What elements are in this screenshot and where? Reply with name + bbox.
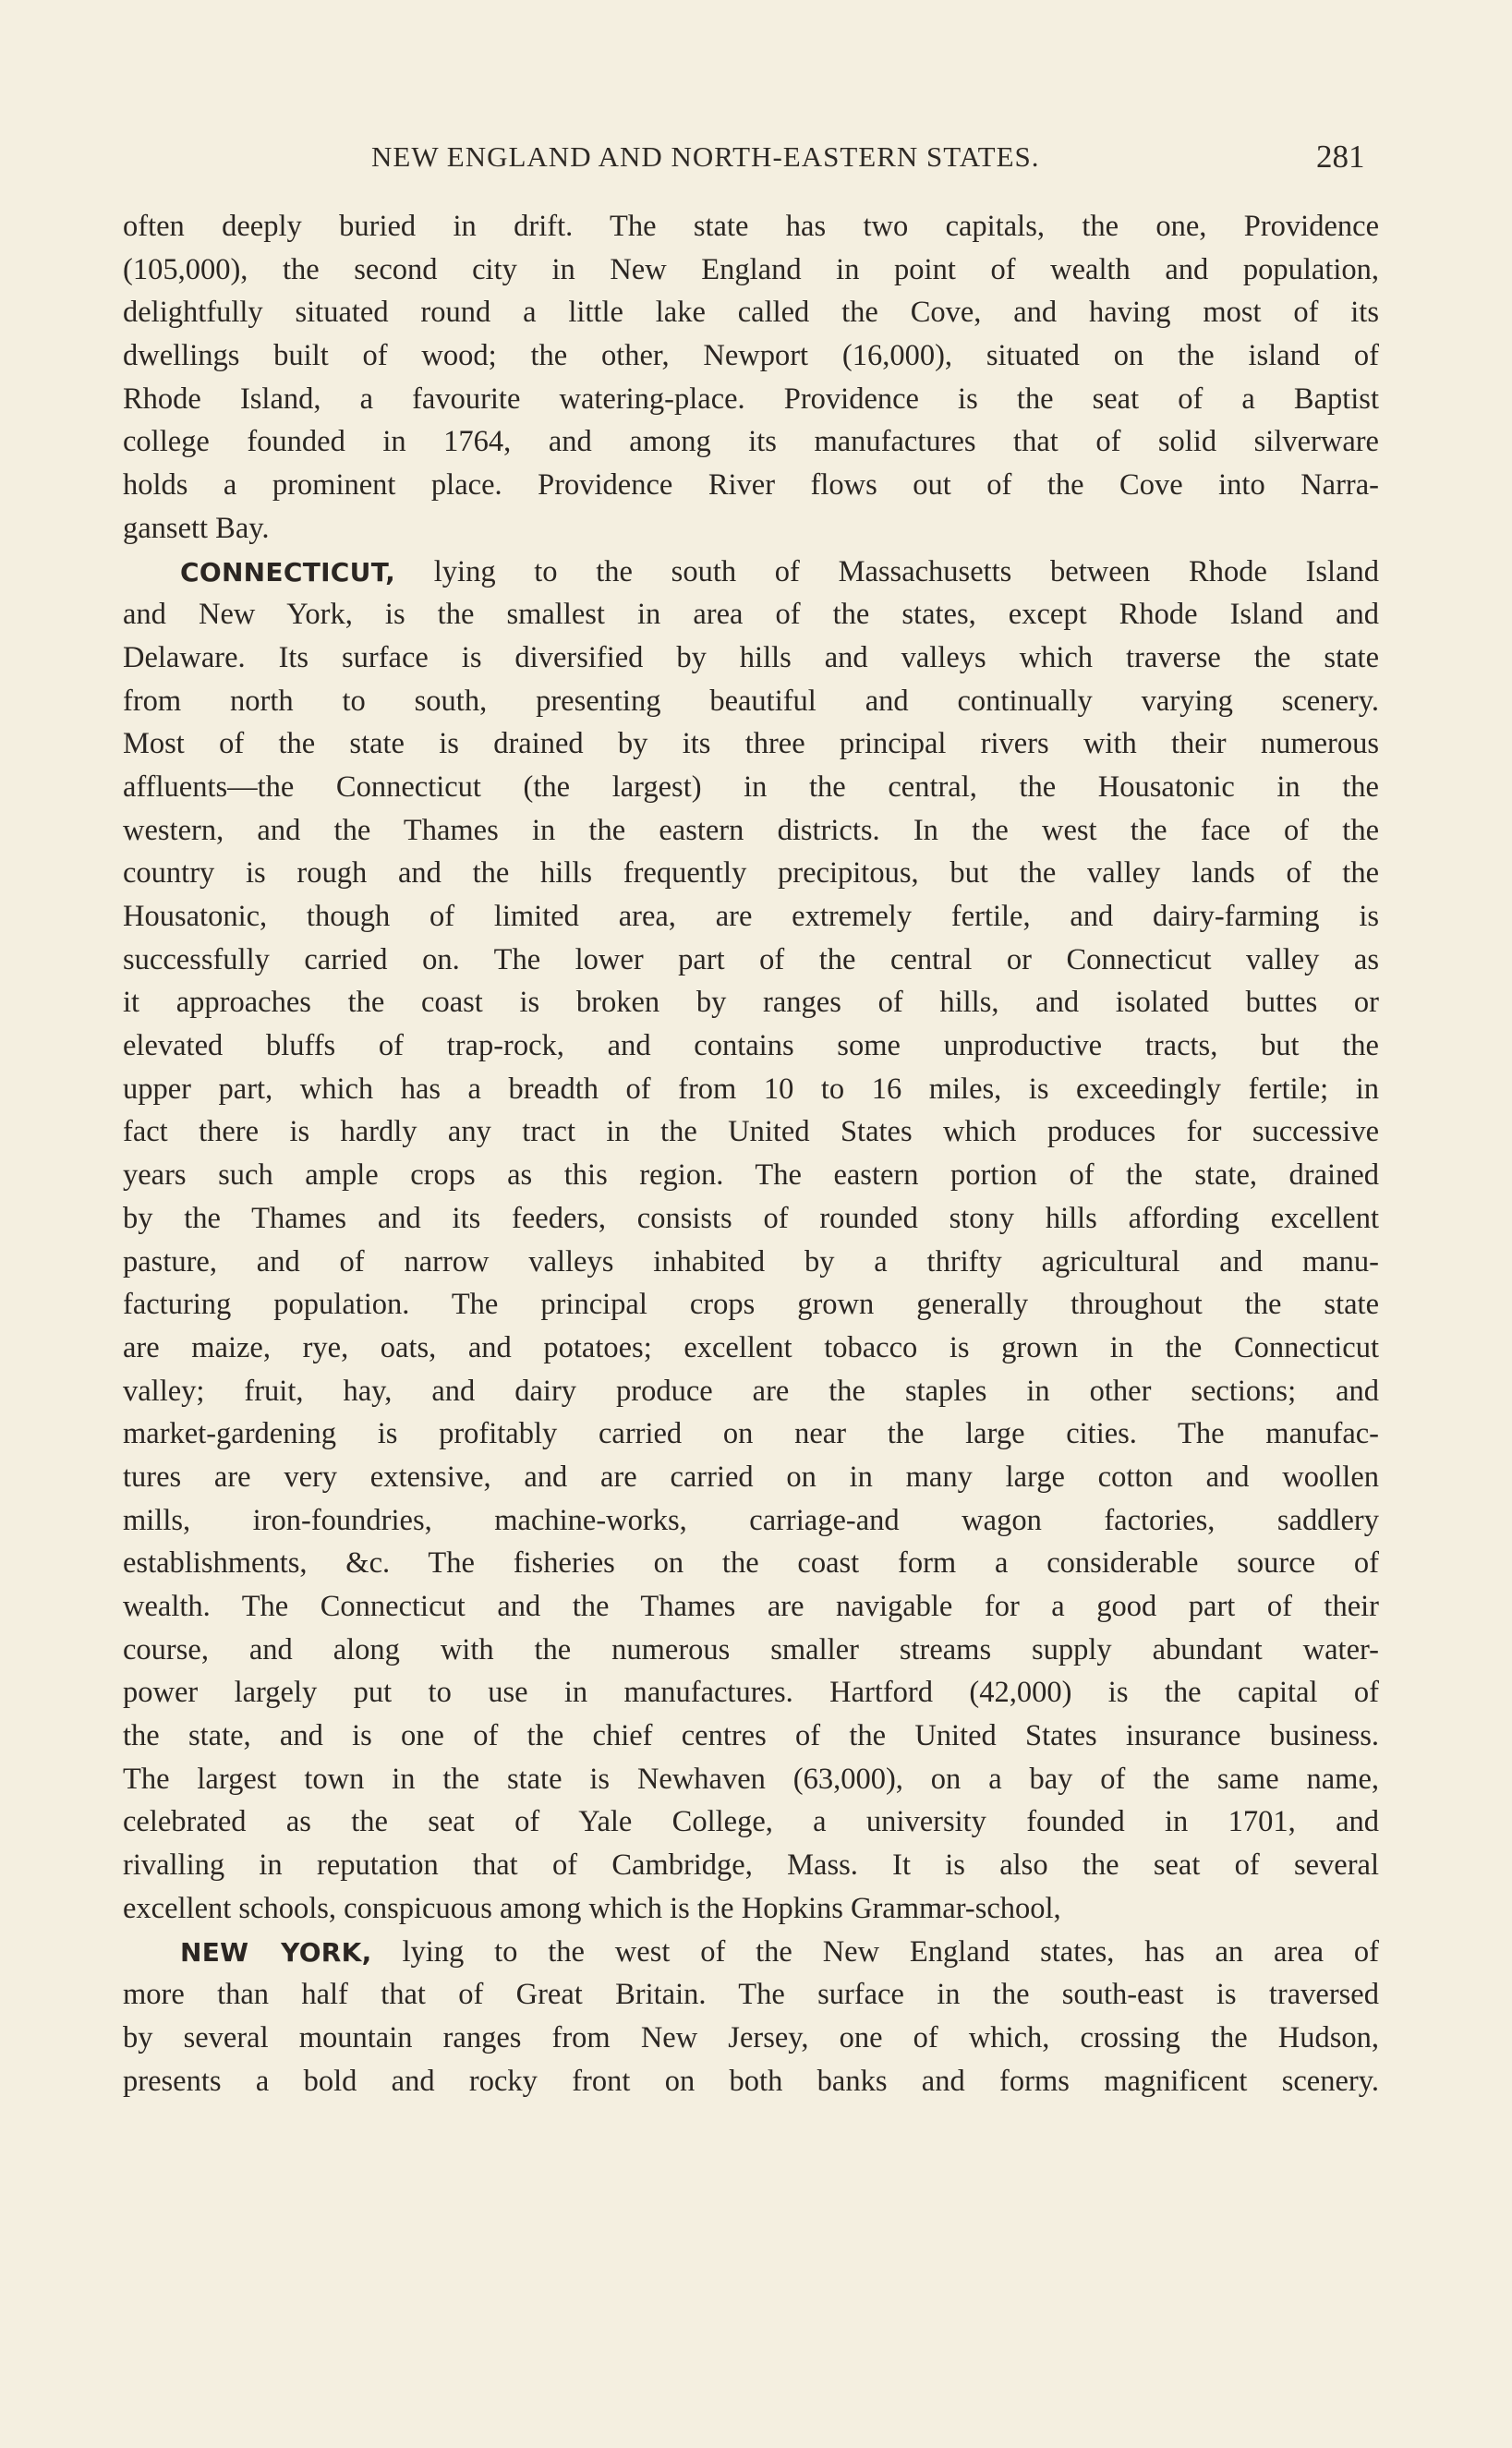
text-line: the state, and is one of the chief centres of the United States insurance business. bbox=[123, 1719, 1379, 1753]
text-line: pasture, and of narrow valleys inhabited by a thrifty agricultural and manu- bbox=[123, 1244, 1379, 1279]
text-line: tures are very extensive, and are carried on in many large cotton and woollen bbox=[123, 1460, 1379, 1494]
text-line: market-gardening is profitably carried on near the large cities. The manufac- bbox=[123, 1417, 1379, 1451]
text-line bbox=[123, 1931, 1379, 1974]
text-line: dwellings built of wood; the other, Newport (16,000), situated on the island of bbox=[123, 339, 1379, 373]
text-line: delightfully situated round a little lake called the Cove, and having most of its bbox=[123, 296, 1379, 330]
text-line: affluents—the Connecticut (the largest) in the central, the Housatonic in the bbox=[123, 770, 1379, 804]
section-lead-connecticut: CONNECTICUT, bbox=[180, 556, 396, 588]
text-line: more than half that of Great Britain. The surface in the south-east is traversed bbox=[123, 1978, 1379, 2012]
text-line bbox=[123, 551, 1379, 594]
paragraph-connecticut bbox=[123, 551, 1379, 1931]
paragraph-new-york bbox=[123, 1931, 1379, 2103]
text-line: Delaware. Its surface is diversified by hills and valleys which traverse the state bbox=[123, 640, 1379, 674]
text-line: Rhode Island, a favourite watering-place. Providence is the seat of a Baptist bbox=[123, 382, 1379, 416]
running-head: NEW ENGLAND AND NORTH-EASTERN STATES. bbox=[371, 140, 1040, 173]
text-line: by the Thames and its feeders, consists of rounded stony hills affording excellent bbox=[123, 1201, 1379, 1235]
text-line: Housatonic, though of limited area, are extremely fertile, and dairy-farming is bbox=[123, 900, 1379, 933]
text-line: course, and along with the numerous smaller streams supply abundant water- bbox=[123, 1632, 1379, 1666]
text-fragment: lying to the south of Massachusetts between Rhode Island bbox=[395, 554, 1379, 588]
text-line: from north to south, presenting beautiful and continually varying scenery. bbox=[123, 684, 1379, 718]
section-lead-new-york: NEW YORK, bbox=[180, 1936, 372, 1968]
text-line: college founded in 1764, and among its manufactures that of solid silverware bbox=[123, 425, 1379, 459]
text-line: by several mountain ranges from New Jersey, one of which, crossing the Hudson, bbox=[123, 2020, 1379, 2054]
text-line: The largest town in the state is Newhaven (63,000), on a bay of the same name, bbox=[123, 1762, 1379, 1796]
text-line: it approaches the coast is broken by ranges of hills, and isolated buttes or bbox=[123, 986, 1379, 1020]
text-line: facturing population. The principal crops grown generally throughout the state bbox=[123, 1288, 1379, 1322]
text-line: wealth. The Connecticut and the Thames are navigable for a good part of their bbox=[123, 1590, 1379, 1623]
text-line: establishments, &c. The fisheries on the coast form a considerable source of bbox=[123, 1546, 1379, 1581]
text-line: presents a bold and rocky front on both banks and forms magnificent scenery. bbox=[123, 2064, 1379, 2098]
text-line: western, and the Thames in the eastern districts. In the west the face of the bbox=[123, 813, 1379, 847]
paragraph-rhode-island-continued bbox=[123, 205, 1379, 551]
text-line: excellent schools, conspicuous among which is the Hopkins Grammar-school, bbox=[123, 1891, 1061, 1925]
text-line: mills, iron-foundries, machine-works, carriage-and wagon factories, saddlery bbox=[123, 1503, 1379, 1537]
text-line: Most of the state is drained by its three principal rivers with their numerous bbox=[123, 727, 1379, 761]
text-line: valley; fruit, hay, and dairy produce are the staples in other sections; and bbox=[123, 1374, 1379, 1408]
text-line: years such ample crops as this region. The eastern portion of the state, drained bbox=[123, 1158, 1379, 1193]
text-line: and New York, is the smallest in area of the states, except Rhode Island and bbox=[123, 598, 1379, 632]
body-text bbox=[123, 205, 1379, 2103]
text-line: rivalling in reputation that of Cambridge, Mass. It is also the seat of several bbox=[123, 1848, 1379, 1883]
page-number: 281 bbox=[1316, 139, 1365, 175]
text-line: elevated bluffs of trap-rock, and contains some unproductive tracts, but the bbox=[123, 1029, 1379, 1063]
text-fragment: lying to the west of the New England states, has an area of bbox=[371, 1934, 1379, 1969]
text-line: are maize, rye, oats, and potatoes; excellent tobacco is grown in the Connecticut bbox=[123, 1330, 1379, 1364]
text-line: country is rough and the hills frequently precipitous, but the valley lands of the bbox=[123, 856, 1379, 891]
text-line: power largely put to use in manufactures. Hartford (42,000) is the capital of bbox=[123, 1676, 1379, 1710]
text-line: holds a prominent place. Providence River flows out of the Cove into Narra- bbox=[123, 468, 1379, 503]
text-line: fact there is hardly any tract in the United States which produces for successive bbox=[123, 1115, 1379, 1149]
text-line: successfully carried on. The lower part of the central or Connecticut valley as bbox=[123, 942, 1379, 976]
text-line: celebrated as the seat of Yale College, a university founded in 1701, and bbox=[123, 1805, 1379, 1839]
text-line: upper part, which has a breadth of from 10 to 16 miles, is exceedingly fertile; in bbox=[123, 1072, 1379, 1106]
text-line: gansett Bay. bbox=[123, 511, 270, 545]
text-line: often deeply buried in drift. The state has two capitals, the one, Providence bbox=[123, 210, 1379, 243]
text-line: (105,000), the second city in New England in point of wealth and population, bbox=[123, 252, 1379, 286]
